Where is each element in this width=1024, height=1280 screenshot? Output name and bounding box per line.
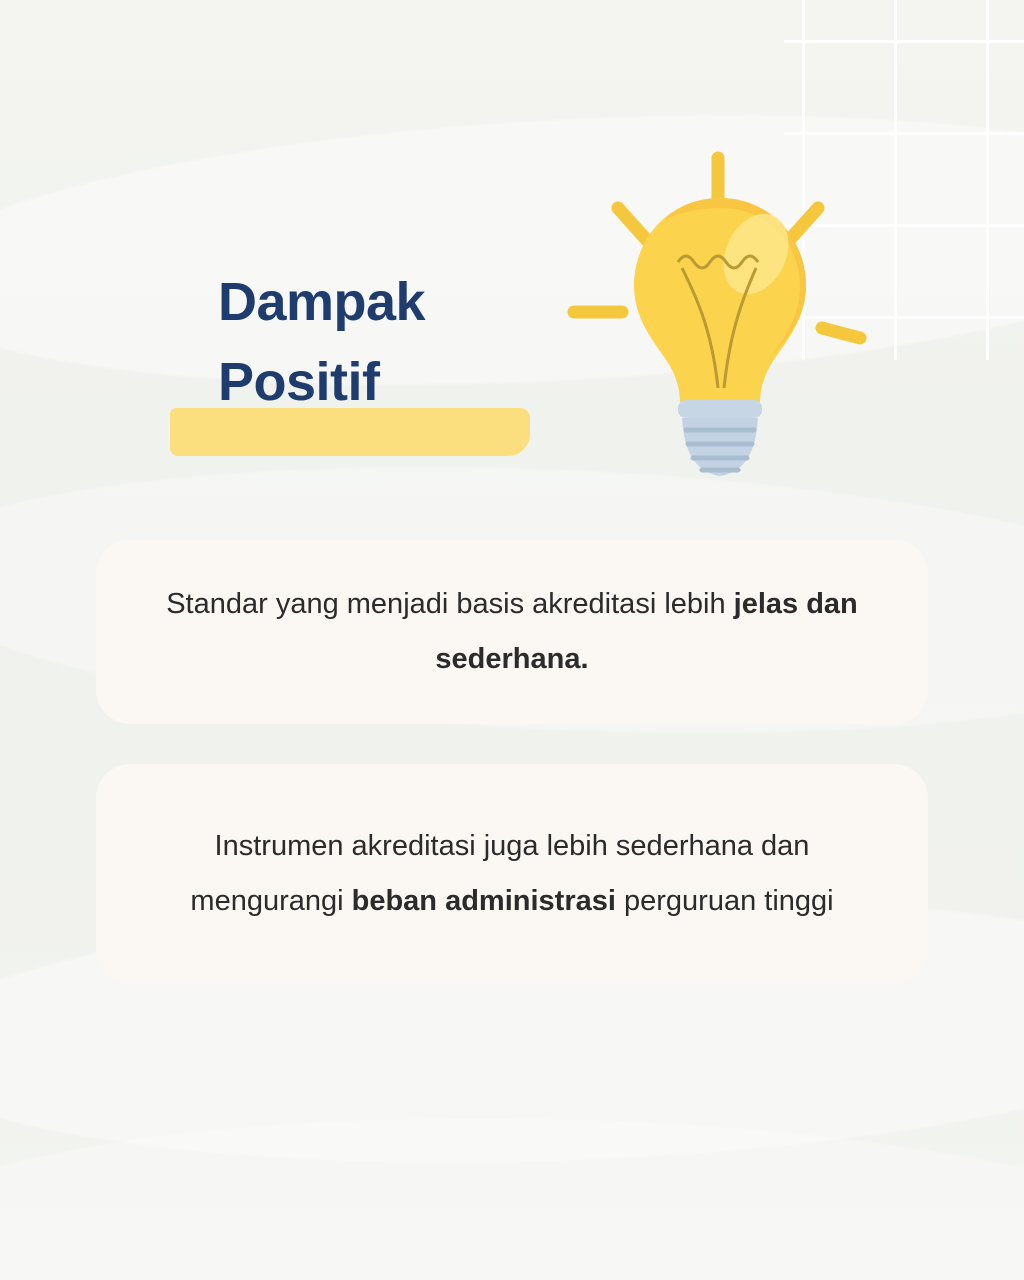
card-two-bold: beban administrasi (351, 885, 616, 917)
headline-block (218, 262, 648, 422)
info-card-instrumen-text (156, 819, 868, 929)
card-two-prefix: Instrumen akreditasi juga lebih sederhana dan mengurangi (190, 830, 810, 917)
card-two-suffix: perguruan tinggi (615, 885, 834, 917)
headline-line-1: Dampak (218, 272, 426, 332)
card-one-bold: jelas dan sederhana. (435, 588, 858, 675)
card-one-prefix: Standar yang menjadi basis akreditasi lebih (166, 588, 734, 620)
info-card-instrumen (96, 764, 928, 984)
info-card-standar-text (156, 577, 868, 687)
info-card-standar (96, 540, 928, 724)
headline-line-2: Positif (218, 352, 380, 412)
bulb-collar (678, 400, 762, 418)
bulb-base (682, 418, 758, 476)
